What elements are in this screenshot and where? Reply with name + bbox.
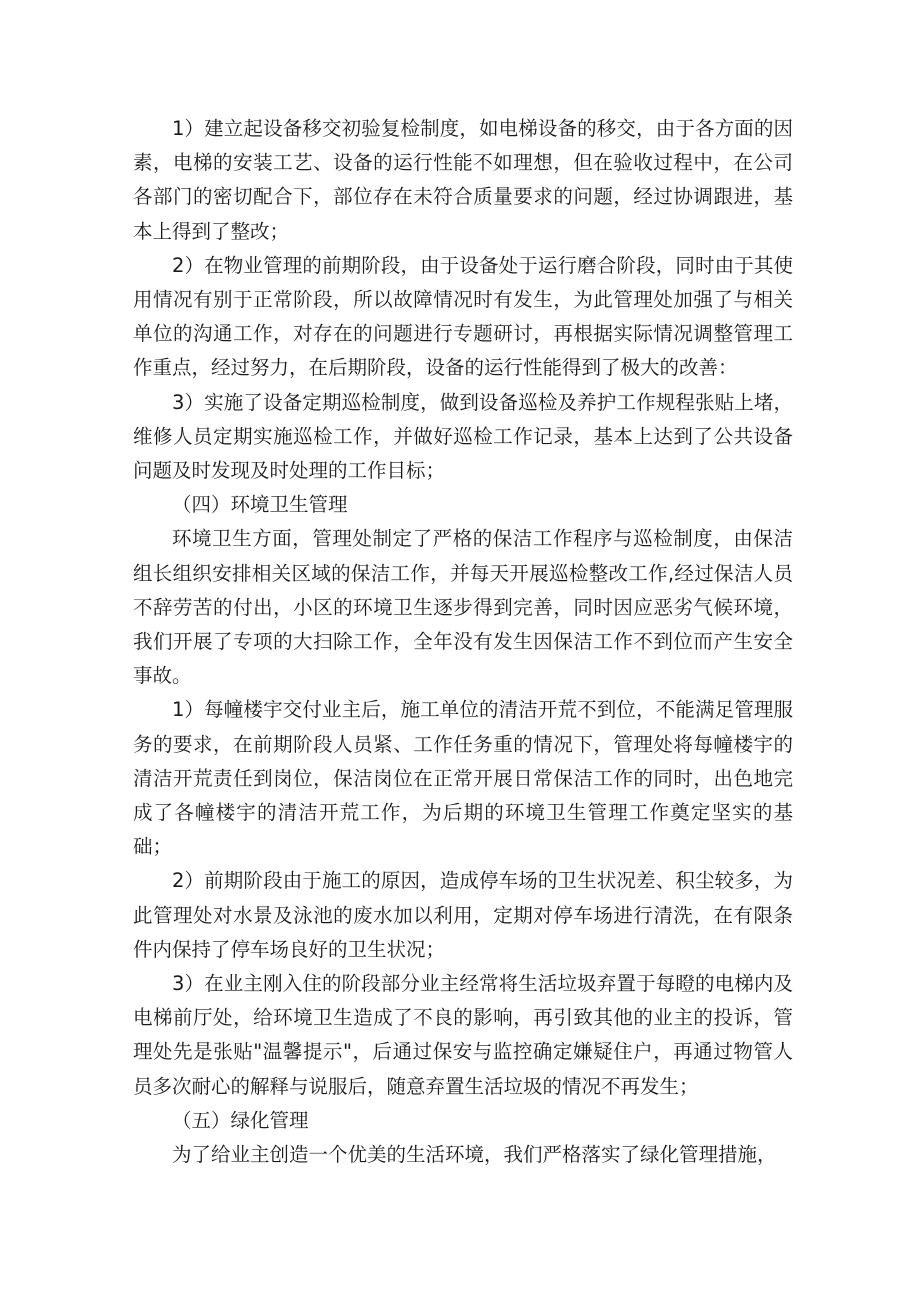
paragraph-building-cleaning: 1）每幢楼宇交付业主后，施工单位的清洁开荒不到位，不能满足管理服务的要求，在前期阶段人员紧、工作任务重的情况下，管理处将每幢楼宇的清洁开荒责任到岗位，保洁岗位在正常开展日常保洁工作的同时，出色地完成了各幢楼宇的清洁开荒工作，为后期的环境卫生管理工作奠定坚实的基础； xyxy=(133,698,793,859)
paragraph-parking-cleaning: 2）前期阶段由于施工的原因，造成停车场的卫生状况差、积尘较多，为此管理处对水景及泳池的废水加以利用，定期对停车场进行清洗，在有限条件内保持了停车场良好的卫生状况； xyxy=(133,869,793,961)
section-heading-sanitation: （四）环境卫生管理 xyxy=(172,493,348,517)
paragraph-inspection-system: 3）实施了设备定期巡检制度，做到设备巡检及养护工作规程张贴上堵，维修人员定期实施巡检工作，并做好巡检工作记录，基本上达到了公共设备问题及时发现及时处理的工作目标； xyxy=(133,390,793,483)
paragraph-early-stage-operation: 2）在物业管理的前期阶段，由于设备处于运行磨合阶段，同时由于其使用情况有别于正常阶段，所以故障情况时有发生，为此管理处加强了与相关单位的沟通工作，对存在的问题进行专题研讨，再根据实际情况调整管理工作重点，经过努力，在后期阶段，设备的运行性能得到了极大的改善： xyxy=(133,253,793,380)
document-body xyxy=(133,112,793,1172)
paragraph-sanitation-overview: 环境卫生方面，管理处制定了严格的保洁工作程序与巡检制度，由保洁组长组织安排相关区域的保洁工作，并每天开展巡检整改工作,经过保洁人员不辞劳苦的付出，小区的环境卫生逐步得到完善，同时因应恶劣气候环境，我们开展了专项的大扫除工作，全年没有发生因保洁工作不到位而产生安全事故。 xyxy=(133,527,793,688)
paragraph-greening-intro: 为了给业主创造一个优美的生活环境，我们严格落实了绿化管理措施， xyxy=(172,1143,777,1167)
paragraph-equipment-handover: 1）建立起设备移交初验复检制度，如电梯设备的移交，由于各方面的因素，电梯的安装工艺、设备的运行性能不如理想，但在验收过程中，在公司各部门的密切配合下，部位存在未符合质量要求的问题，经过协调跟进，基本上得到了整改； xyxy=(133,117,793,243)
section-heading-greening: （五）绿化管理 xyxy=(172,1108,309,1132)
paragraph-garbage-disposal: 3）在业主刚入住的阶段部分业主经常将生活垃圾弃置于每瞪的电梯内及电梯前厅处，给环境卫生造成了不良的影响，再引致其他的业主的投诉，管理处先是张贴"温馨提示"，后通过保安与监控确定嫌疑住户，再通过物管人员多次耐心的解释与说服后，随意弃置生活垃圾的情况不再发生； xyxy=(133,972,793,1098)
